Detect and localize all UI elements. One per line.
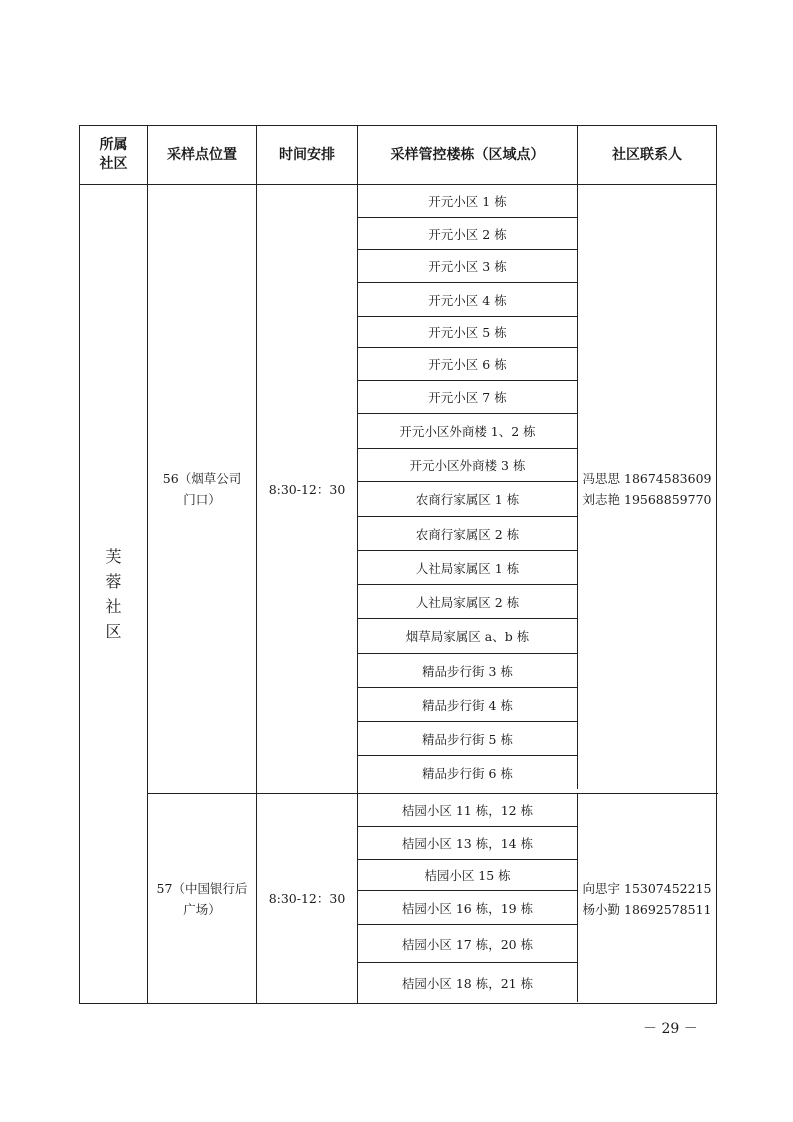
building-row: 桔园小区 13 栋，14 栋 xyxy=(358,827,578,860)
building-row: 精品步行街 5 栋 xyxy=(358,722,578,756)
group-1-location: 56（烟草公司 门口） xyxy=(162,471,242,507)
header-buildings-text: 采样管控楼栋（区域点） xyxy=(390,146,545,163)
header-time xyxy=(257,126,358,185)
building-row: 桔园小区 11 栋，12 栋 xyxy=(358,794,578,827)
building-row: 开元小区 2 栋 xyxy=(358,218,578,250)
header-contact xyxy=(578,126,716,185)
building-row: 开元小区 3 栋 xyxy=(358,250,578,283)
group-1-contact: 冯思思 18674583609 刘志艳 19568859770 xyxy=(582,471,712,507)
group-1-contact-cell xyxy=(578,185,716,793)
building-row: 开元小区外商楼 3 栋 xyxy=(358,449,578,482)
group-2-contact-cell xyxy=(578,794,716,1003)
building-row: 农商行家属区 1 栋 xyxy=(358,482,578,517)
page-number: － 29 － xyxy=(643,1021,698,1037)
header-community xyxy=(80,126,148,185)
group-1-time: 8:30-12：30 xyxy=(268,481,346,497)
group-1-time-cell xyxy=(257,185,358,793)
building-row: 烟草局家属区 a、b 栋 xyxy=(358,619,578,654)
community-name: 芙 蓉 社 区 xyxy=(105,547,122,641)
building-row: 精品步行街 4 栋 xyxy=(358,688,578,722)
building-row: 开元小区 7 栋 xyxy=(358,381,578,414)
building-row: 精品步行街 3 栋 xyxy=(358,654,578,688)
building-row: 开元小区 5 栋 xyxy=(358,317,578,348)
building-row: 桔园小区 15 栋 xyxy=(358,860,578,891)
building-row: 桔园小区 17 栋，20 栋 xyxy=(358,925,578,963)
building-row: 开元小区 1 栋 xyxy=(358,185,578,218)
group-2-contact: 向思宇 15307452215 杨小勤 18692578511 xyxy=(582,880,712,917)
group-2-location-cell xyxy=(148,794,257,1003)
building-row: 开元小区外商楼 1、2 栋 xyxy=(358,414,578,449)
header-location xyxy=(148,126,257,185)
building-row: 开元小区 4 栋 xyxy=(358,283,578,317)
building-row: 农商行家属区 2 栋 xyxy=(358,517,578,551)
header-location-text: 采样点位置 xyxy=(167,146,237,163)
building-row: 开元小区 6 栋 xyxy=(358,348,578,381)
header-contact-text: 社区联系人 xyxy=(612,146,682,163)
building-row: 精品步行街 6 栋 xyxy=(358,756,578,789)
header-buildings xyxy=(358,126,578,185)
building-row: 人社局家属区 1 栋 xyxy=(358,551,578,585)
header-community-text: 所属 社区 xyxy=(99,137,128,172)
building-row: 桔园小区 18 栋，21 栋 xyxy=(358,963,578,1002)
group-2-location: 57（中国银行后 广场） xyxy=(156,880,248,917)
group-1-location-cell xyxy=(148,185,257,793)
group-2-time-cell xyxy=(257,794,358,1003)
community-cell xyxy=(80,185,148,1003)
group-2-time: 8:30-12：30 xyxy=(268,891,346,906)
building-row: 桔园小区 16 栋，19 栋 xyxy=(358,891,578,925)
sampling-schedule-table xyxy=(79,125,717,1004)
header-time-text: 时间安排 xyxy=(279,146,335,163)
building-row: 人社局家属区 2 栋 xyxy=(358,585,578,619)
